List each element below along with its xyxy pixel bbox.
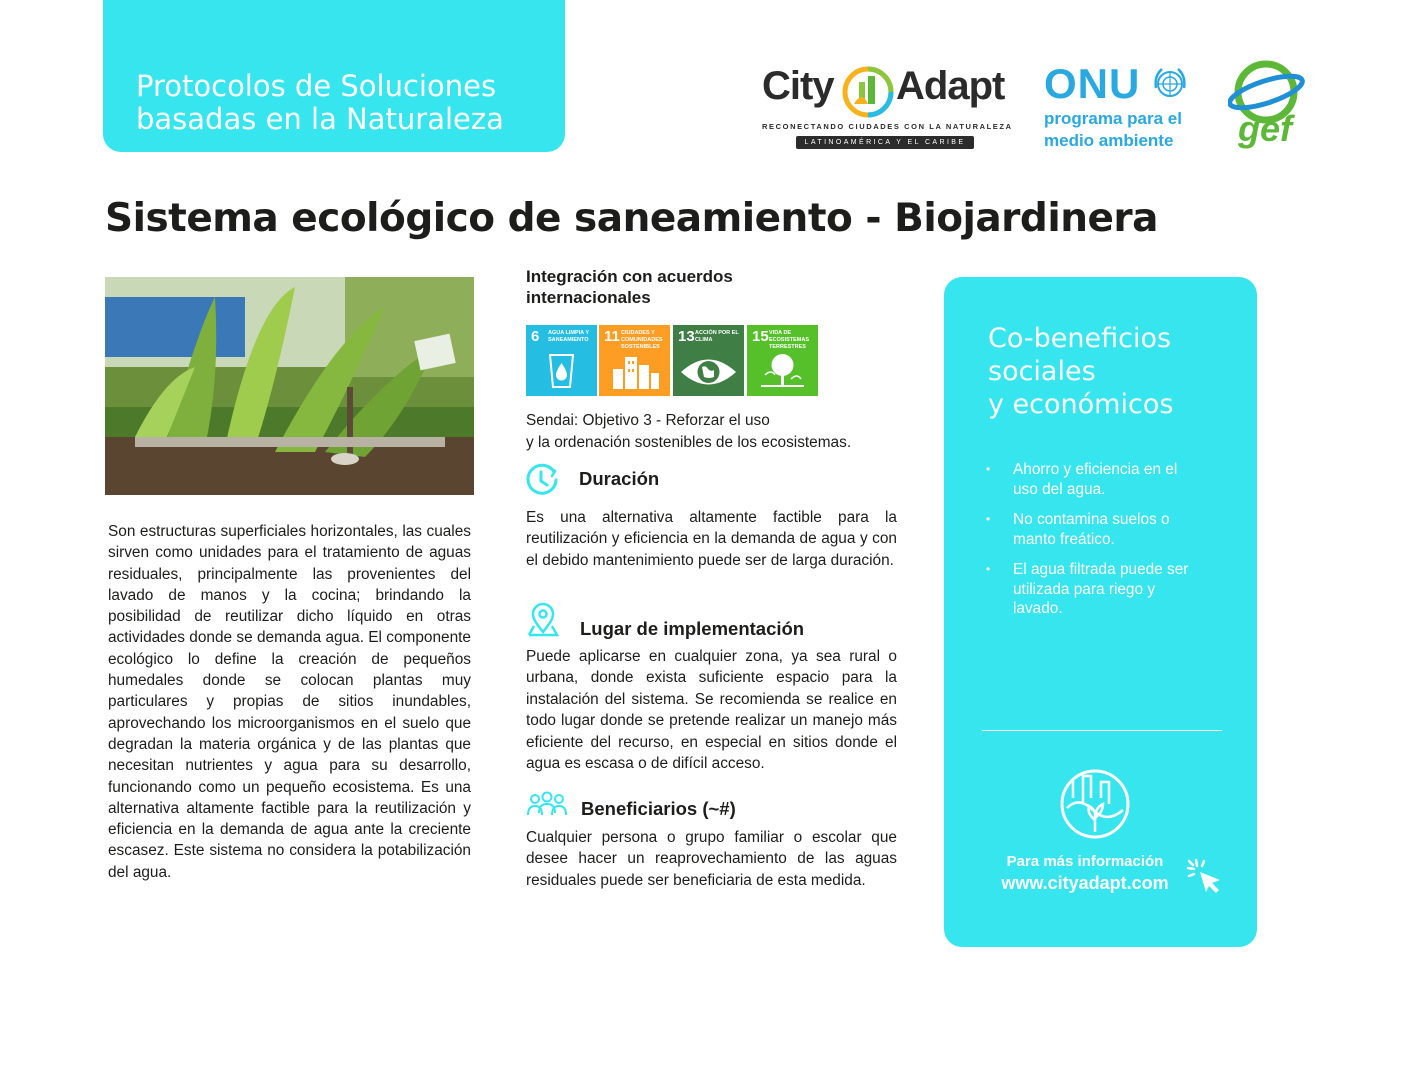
sdg-number: 13 bbox=[678, 328, 695, 345]
cityadapt-tagline: RECONECTANDO CIUDADES CON LA NATURALEZA bbox=[762, 122, 1013, 131]
cityadapt-word-adapt: Adapt bbox=[896, 64, 1005, 108]
nature-city-emblem-icon bbox=[1059, 768, 1131, 840]
integration-title-line-1: Integración con acuerdos bbox=[526, 267, 733, 286]
onu-wordmark: ONU bbox=[1044, 60, 1141, 107]
biojardinera-photo bbox=[105, 277, 474, 495]
panel-divider bbox=[982, 730, 1222, 731]
lugar-title: Lugar de implementación bbox=[580, 618, 805, 639]
more-info-link[interactable]: www.cityadapt.com bbox=[1001, 873, 1169, 893]
sdg-number: 11 bbox=[604, 328, 620, 345]
solution-description: Son estructuras superficiales horizontales, las cuales sirven como unidades para el tratamiento de aguas residuales, principalmente las provenientes del lavado de manos y la cocina; brindando la posibilidad de reutilizar dicho líquido en otras actividades donde se demanda agua. El componente ecológico lo define la creación de pequeños humedales donde se colocan plantas muy particulares y propias de sitios inundables, aprovechando los microorganismos en el suelo que degradan la materia orgánica y de las plantas que necesitan nutrientes y agua para su desarrollo, funcionando como un pequeño ecosistema. Es una alternativa altamente factible para la reutilización y eficiencia en la demanda de agua ante la creciente escasez. Este sistema no considera la potabilización del agua. bbox=[108, 523, 471, 881]
cobenefits-title-line-3: y económicos bbox=[988, 389, 1174, 420]
onu-program bbox=[1044, 108, 1214, 152]
sendai-objective bbox=[526, 410, 906, 453]
header-line-2: basadas en la Naturaleza bbox=[136, 102, 504, 136]
header-line-1: Protocolos de Soluciones bbox=[136, 69, 497, 103]
more-info-label: Para más información bbox=[1006, 853, 1164, 870]
integration-title-line-2: internacionales bbox=[526, 288, 651, 307]
un-emblem-icon bbox=[1150, 64, 1190, 104]
sdg-label: ACCIÓN POR EL CLIMA bbox=[695, 330, 739, 343]
cityadapt-logo bbox=[760, 60, 1013, 152]
sdg-13-tile bbox=[673, 325, 744, 396]
list-item: • Ahorro y eficiencia en el uso del agua. bbox=[986, 460, 1206, 499]
sdg-15-tile bbox=[747, 325, 818, 396]
cobenefits-title-line-1: Co-beneficios bbox=[988, 323, 1172, 354]
onu-program-line-2: medio ambiente bbox=[1044, 131, 1174, 150]
onu-logo bbox=[1044, 60, 1204, 152]
cityadapt-region: LATINOAMÉRICA Y EL CARIBE bbox=[796, 136, 974, 149]
integration-title bbox=[526, 266, 826, 308]
lugar-text: Puede aplicarse en cualquier zona, ya sea rural o urbana, donde exista suficiente espacio para la instalación del sistema. Se recomienda se realice en todo lugar donde se pretende realizar un manejo más eficiente del recurso, en especial en sitios donde el agua es escasa o de difícil acceso. bbox=[526, 648, 897, 773]
map-pin-icon bbox=[525, 602, 561, 638]
duracion-title: Duración bbox=[579, 468, 660, 489]
cobenefits-title bbox=[988, 322, 1228, 421]
gef-logo bbox=[1228, 58, 1308, 154]
sdg-label: AGUA LIMPIA Y SANEAMIENTO bbox=[548, 330, 589, 343]
cityadapt-emblem-icon bbox=[842, 66, 894, 118]
click-cursor-icon bbox=[1186, 858, 1224, 894]
sdg-number: 15 bbox=[752, 328, 769, 345]
beneficiarios-text: Cualquier persona o grupo familiar o escolar que desee hacer un reaprovechamiento de las aguas residuales puede ser beneficiaria de esta medida. bbox=[526, 829, 897, 889]
sdg-label: VIDA DE ECOSISTEMAS TERRESTRES bbox=[769, 330, 810, 350]
list-item: • El agua filtrada puede ser utilizada para riego y lavado. bbox=[986, 560, 1206, 619]
sendai-line-2: y la ordenación sostenibles de los ecosistemas. bbox=[526, 433, 852, 451]
sdg-11-tile bbox=[599, 325, 670, 396]
onu-program-line-1: programa para el bbox=[1044, 109, 1182, 128]
sdg-label: CIUDADES Y COMUNIDADES SOSTENIBLES bbox=[621, 330, 663, 350]
sendai-line-1: Sendai: Objetivo 3 - Reforzar el uso bbox=[526, 412, 770, 429]
header-banner-title bbox=[136, 70, 556, 136]
sdg-6-tile bbox=[526, 325, 597, 396]
beneficiarios-title: Beneficiarios (~#) bbox=[581, 798, 736, 819]
list-item: • No contamina suelos o manto freático. bbox=[986, 510, 1206, 549]
duracion-text: Es una alternativa altamente factible para la reutilización y eficiencia en la demanda de agua y con el debido mantenimiento puede ser de larga duración. bbox=[526, 509, 897, 569]
clock-icon bbox=[524, 462, 560, 498]
sdg-number: 6 bbox=[531, 328, 540, 345]
gef-wordmark: gef bbox=[1238, 108, 1292, 149]
cobenefits-title-line-2: sociales bbox=[988, 356, 1096, 387]
people-icon bbox=[525, 791, 569, 827]
page-title: Sistema ecológico de saneamiento - Biojardinera bbox=[105, 196, 1158, 241]
cityadapt-word-city: City bbox=[762, 64, 834, 108]
cobenefits-list bbox=[986, 460, 1206, 630]
